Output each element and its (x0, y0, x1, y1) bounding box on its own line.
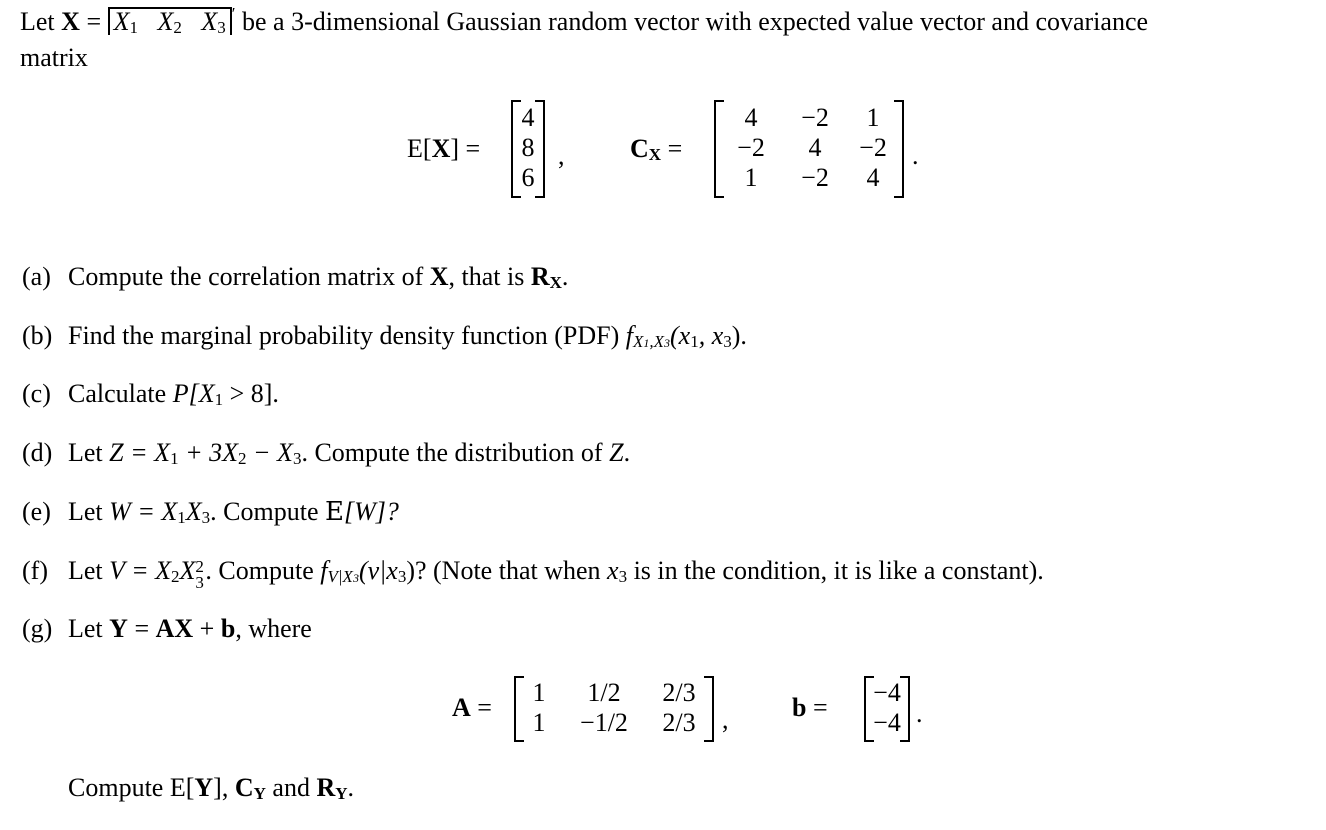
intro-line-2: matrix (20, 43, 88, 72)
mean-value: 4 (521, 103, 535, 132)
mean-vector (511, 100, 545, 198)
cov-period: . (912, 141, 919, 170)
A-cell: 1 (532, 678, 546, 707)
cov-cell: 4 (744, 103, 758, 132)
mean-value: 6 (521, 163, 535, 192)
part-g: (g) Let Y = AX + b, where (22, 614, 312, 643)
part-c: (c) Calculate $P[X_1 > 8]$. (22, 379, 279, 409)
mean-comma: , (558, 141, 565, 170)
intro-let: Let (20, 7, 55, 36)
part-a: (a) Compute the correlation matrix of X, that is $R_X$. (22, 262, 569, 292)
part-d: (d) Let $Z = X_1 + 3X_2 - X_3$. Compute the distribution of Z. (22, 438, 631, 468)
part-b: (b) Find the marginal probability density function (PDF) $f_{X1,X3}(x_1$, $x_3$). (22, 321, 747, 351)
cov-label: $C_X$ = (630, 134, 683, 164)
mean-label: E[X] = (407, 134, 481, 163)
b-vector (864, 676, 910, 742)
A-cell: 1 (532, 708, 546, 737)
b-value: −4 (873, 678, 901, 707)
A-comma: , (722, 705, 729, 734)
A-cell: 2/3 (662, 678, 696, 707)
A-cell: −1/2 (580, 708, 628, 737)
mean-value: 8 (521, 133, 535, 162)
cov-cell: −2 (859, 133, 887, 162)
intro-line1-rest: be a 3-dimensional Gaussian random vector with expected value vector and covariance (242, 7, 1149, 36)
intro-eq: = (86, 7, 102, 36)
cov-matrix (714, 100, 904, 198)
part-e: (e) Let $W = X_1X_3$. Compute E[W]? (22, 497, 399, 527)
cov-cell: 1 (866, 103, 880, 132)
b-period: . (916, 699, 923, 728)
b-label: b = (792, 693, 828, 722)
cov-cell: −2 (801, 103, 829, 132)
cov-cell: 1 (744, 163, 758, 192)
A-cell: 1/2 (587, 678, 621, 707)
b-value: −4 (873, 708, 901, 737)
A-matrix (514, 676, 714, 742)
A-label: A = (452, 693, 492, 722)
intro-transpose: ′ (231, 4, 236, 23)
A-cell: 2/3 (662, 708, 696, 737)
cov-cell: 4 (866, 163, 880, 192)
final-line: Compute E[Y], $C_Y$ and $R_Y$. (68, 773, 355, 803)
cov-cell: −2 (801, 163, 829, 192)
intro-vector: $X_1$ $X_2$ $X_3$ (108, 7, 232, 35)
cov-cell: −2 (737, 133, 765, 162)
intro-line-1 (20, 6, 1148, 38)
cov-cell: 4 (808, 133, 822, 162)
intro-X: X (61, 7, 80, 36)
part-f: (f) Let $V = X_2X$ 2 3 . Compute $f_{V|X3}(v|x_3)$? (Note that when $x_3$ is in the condition, it is like a constant). (22, 556, 1044, 592)
